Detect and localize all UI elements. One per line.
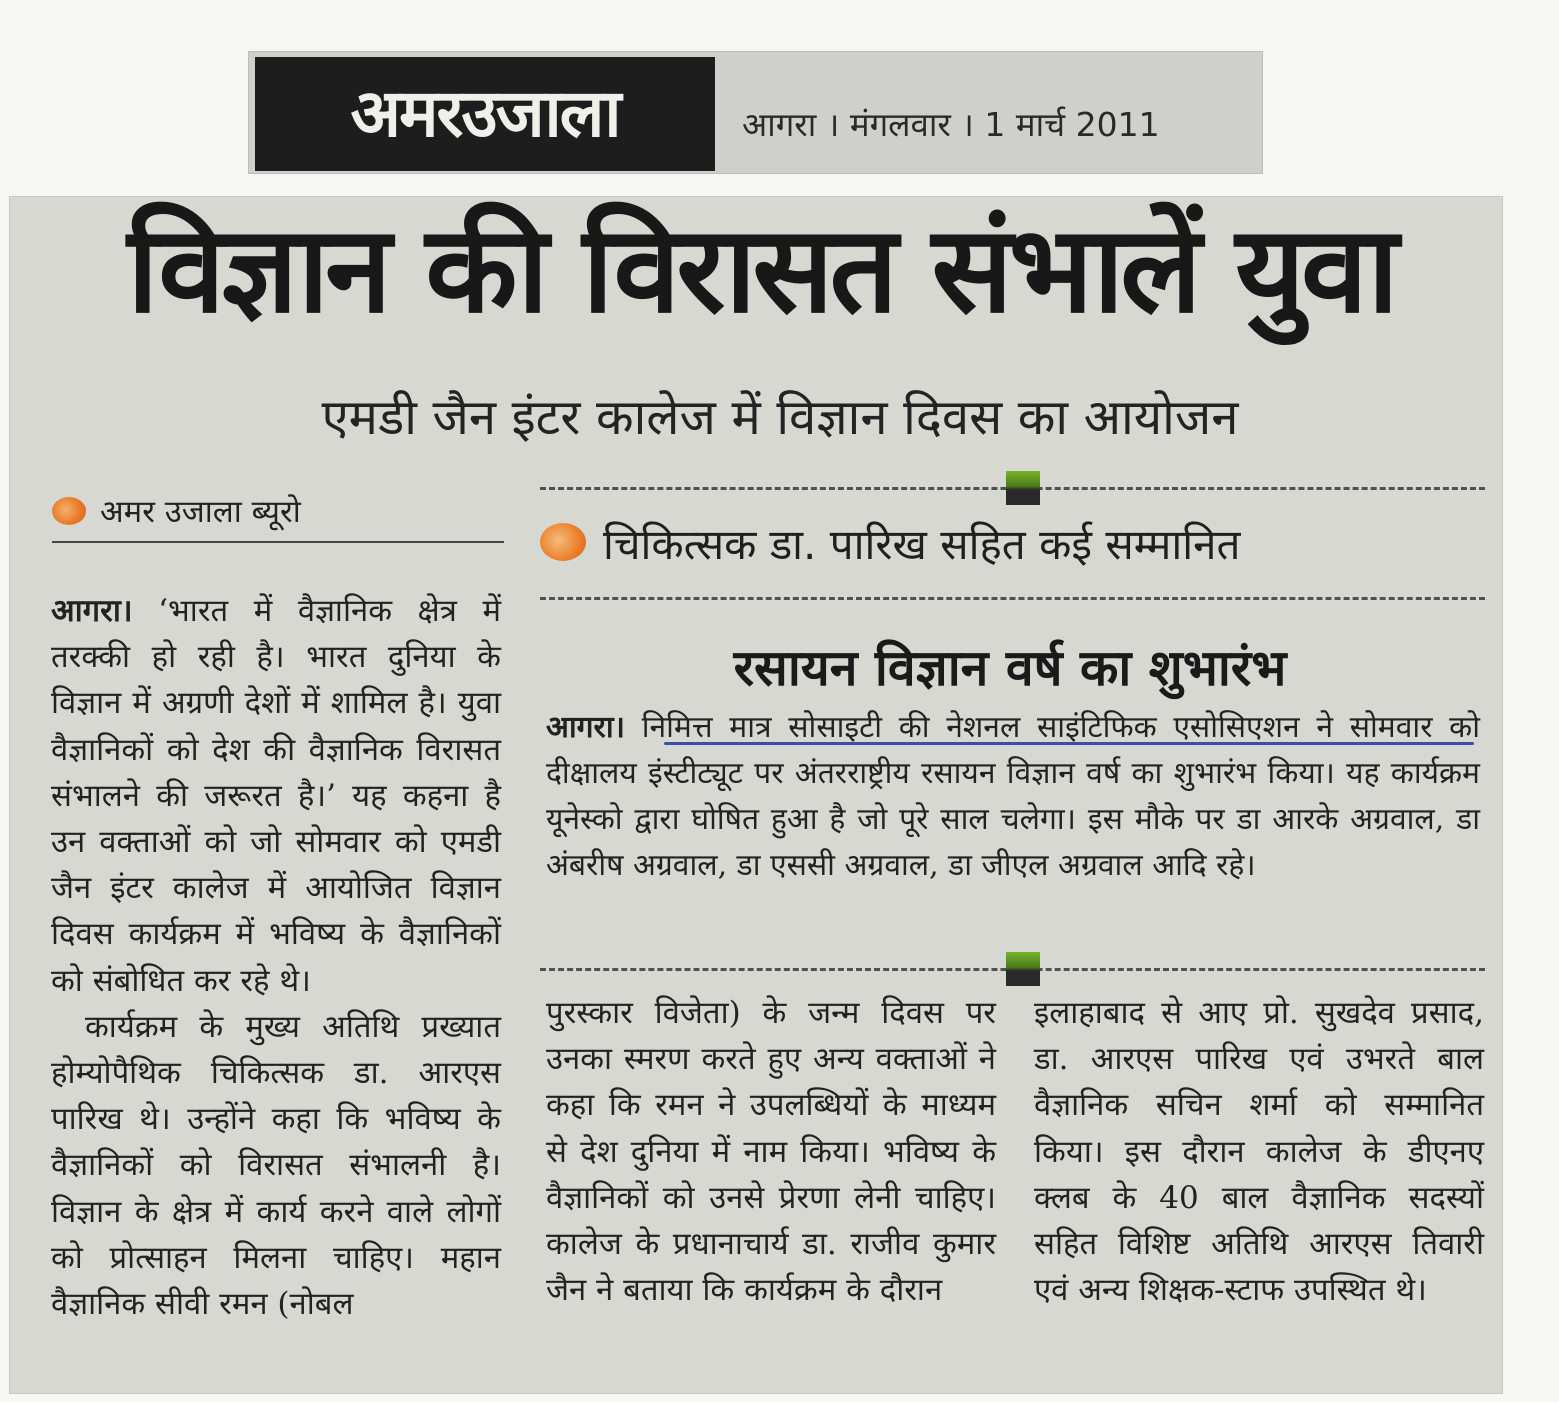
headline: विज्ञान की विरासत संभालें युवा (127, 201, 1395, 340)
right-column: इलाहाबाद से आए प्रो. सुखदेव प्रसाद, डा. आरएस पारिख एवं उभरते बाल वैज्ञानिक सचिन शर्मा को सम्मानित किया। इस दौरान कालेज के डीएनए क्लब के 40 बाल वैज्ञानिक सदस्यों सहित विशिष्ट अतिथि आरएस तिवारी एवं अन्य शिक्षक-स्टाफ उपस्थित थे। (1034, 995, 1484, 1309)
sidebar-story-title: रसायन विज्ञान वर्ष का शुभारंभ (733, 639, 1287, 697)
sidebar-story-text: निमित्त मात्र सोसाइटी की नेशनल साइंटिफिक एसोसिएशन ने सोमवार को दीक्षालय इंस्टीट्यूट पर अंतरराष्ट्रीय रसायन विज्ञान वर्ष का शुभारंभ किया। यह कार्यक्रम यूनेस्को द्वारा घोषित हुआ है जो पूरे साल चलेगा। इस मौके पर डा आरके अग्रवाल, डा अंबरीष अग्रवाल, डा एससी अग्रवाल, डा जीएल अग्रवाल आदि रहे। (546, 710, 1480, 883)
highlight-text: चिकित्सक डा. पारिख सहित कई सम्मानित (603, 520, 1241, 569)
byline-text: अमर उजाला ब्यूरो (100, 494, 301, 530)
bullet-icon (52, 497, 86, 525)
left-column (51, 588, 501, 1327)
left-column-para-2: कार्यक्रम के मुख्य अतिथि प्रख्यात होम्योपैथिक चिकित्सक डा. आरएस पारिख थे। उन्होंने कहा कि भविष्य के वैज्ञानिकों को विरासत संभालनी है। विज्ञान के क्षेत्र में कार्य करने वाले लोगों को प्रोत्साहन मिलना चाहिए। महान वैज्ञानिक सीवी रमन (नोबल (51, 1008, 501, 1323)
city-lead: आगरा। (546, 710, 625, 745)
left-column-para-1 (51, 588, 501, 1004)
highlight-bar (535, 508, 1485, 580)
adjacent-page-edge (1508, 240, 1559, 1400)
middle-column: पुरस्कार विजेता) के जन्म दिवस पर उनका स्मरण करते हुए अन्य वक्ताओं ने कहा कि रमन ने उपलब्धियों के माध्यम से देश दुनिया में नाम किया। भविष्य के वैज्ञानिकों को उनसे प्रेरणा लेनी चाहिए। कालेज के प्रधानाचार्य डा. राजीव कुमार जैन ने बताया कि कार्यक्रम के दौरान (546, 995, 996, 1309)
subheadline: एमडी जैन इंटर कालेज में विज्ञान दिवस का आयोजन (321, 389, 1239, 446)
divider-mid (540, 597, 1485, 600)
divider-chip-bottom (1006, 952, 1040, 986)
divider-chip-top (1006, 471, 1040, 505)
dateline: आगरा । मंगलवार । 1 मार्च 2011 (742, 105, 1160, 144)
byline (52, 485, 504, 543)
bullet-icon (540, 523, 586, 561)
newspaper-logo-text: अमरउजाला (350, 75, 620, 152)
newspaper-logo (255, 57, 715, 171)
para-text: ‘भारत में वैज्ञानिक क्षेत्र में तरक्की हो रही है। भारत दुनिया के विज्ञान में अग्रणी देशों में शामिल है। युवा वैज्ञानिकों को देश की वैज्ञानिक विरासत संभालने की जरूरत है।’ यह कहना है उन वक्ताओं को जो सोमवार को एमडी जैन इंटर कालेज में आयोजित विज्ञान दिवस कार्यक्रम में भविष्य के वैज्ञानिकों को संबोधित कर रहे थे। (51, 593, 501, 999)
pen-underline (664, 742, 1474, 745)
city-lead: आगरा। (51, 593, 133, 629)
sidebar-story-body (546, 705, 1480, 889)
